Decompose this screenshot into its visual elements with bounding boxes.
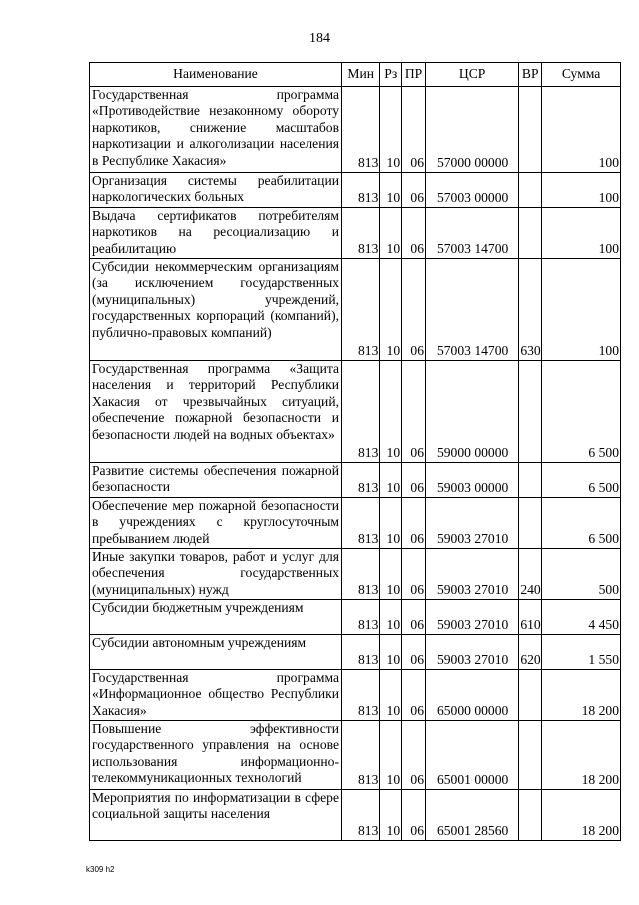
table-row — [90, 173, 621, 208]
row-min: 813 — [342, 87, 380, 173]
row-min: 813 — [342, 721, 380, 790]
header-rz: Рз — [380, 63, 402, 87]
row-sum: 6 500 — [542, 498, 621, 549]
row-pr: 06 — [402, 173, 426, 208]
table-row — [90, 600, 621, 635]
row-rz: 10 — [380, 670, 402, 721]
row-pr: 06 — [402, 549, 426, 600]
row-csr: 65001 28560 — [425, 790, 518, 841]
header-vr: ВР — [519, 63, 542, 87]
row-rz: 10 — [380, 463, 402, 498]
row-min: 813 — [342, 173, 380, 208]
row-rz: 10 — [380, 549, 402, 600]
row-name: Государственная программа «Защита населения и территорий Республики Хакасия от чрезвычайных ситуаций, обеспечение пожарной безопасности и безопасности людей на водных объектах» — [90, 361, 342, 463]
row-min: 813 — [342, 498, 380, 549]
row-min: 813 — [342, 259, 380, 361]
row-min: 813 — [342, 208, 380, 259]
row-pr: 06 — [402, 498, 426, 549]
row-rz: 10 — [380, 87, 402, 173]
row-csr: 65000 00000 — [425, 670, 518, 721]
row-csr: 59003 00000 — [425, 463, 518, 498]
table-row — [90, 259, 621, 361]
row-csr: 57003 00000 — [425, 173, 518, 208]
row-pr: 06 — [402, 790, 426, 841]
row-csr: 57003 14700 — [425, 259, 518, 361]
header-csr: ЦСР — [425, 63, 518, 87]
row-min: 813 — [342, 361, 380, 463]
row-min: 813 — [342, 790, 380, 841]
row-name: Выдача сертификатов потребителям наркотиков на ресоциализацию и реабилитацию — [90, 208, 342, 259]
header-min: Мин — [342, 63, 380, 87]
row-name: Государственная программа «Противодействие незаконному обороту наркотиков, снижение масштабов наркотизации и алкоголизации населения в Республике Хакасия» — [90, 87, 342, 173]
row-pr: 06 — [402, 721, 426, 790]
row-name: Субсидии бюджетным учреждениям — [90, 600, 342, 635]
row-pr: 06 — [402, 361, 426, 463]
row-vr — [519, 361, 542, 463]
row-vr — [519, 721, 542, 790]
row-csr: 57003 14700 — [425, 208, 518, 259]
row-name: Мероприятия по информатизации в сфере социальной защиты населения — [90, 790, 342, 841]
row-rz: 10 — [380, 600, 402, 635]
row-rz: 10 — [380, 635, 402, 670]
footer-code: k309 h2 — [86, 865, 115, 874]
row-csr: 59003 27010 — [425, 600, 518, 635]
row-min: 813 — [342, 635, 380, 670]
table-row — [90, 635, 621, 670]
row-min: 813 — [342, 670, 380, 721]
row-name: Государственная программа «Информационное общество Республики Хакасия» — [90, 670, 342, 721]
table-row — [90, 498, 621, 549]
row-rz: 10 — [380, 498, 402, 549]
row-rz: 10 — [380, 790, 402, 841]
row-csr: 65001 00000 — [425, 721, 518, 790]
row-vr — [519, 87, 542, 173]
page-number: 184 — [309, 31, 330, 46]
row-pr: 06 — [402, 87, 426, 173]
row-rz: 10 — [380, 173, 402, 208]
table-row — [90, 87, 621, 173]
table-row — [90, 790, 621, 841]
table-row — [90, 721, 621, 790]
row-sum: 4 450 — [542, 600, 621, 635]
table-row — [90, 670, 621, 721]
row-pr: 06 — [402, 259, 426, 361]
row-sum: 6 500 — [542, 361, 621, 463]
header-pr: ПР — [402, 63, 426, 87]
row-name: Организация системы реабилитации наркологических больных — [90, 173, 342, 208]
row-sum: 18 200 — [542, 721, 621, 790]
row-sum: 100 — [542, 208, 621, 259]
row-vr — [519, 790, 542, 841]
row-vr — [519, 208, 542, 259]
row-name: Обеспечение мер пожарной безопасности в учреждениях с круглосуточным пребыванием людей — [90, 498, 342, 549]
budget-table — [89, 62, 621, 841]
row-sum: 100 — [542, 259, 621, 361]
row-name: Развитие системы обеспечения пожарной безопасности — [90, 463, 342, 498]
row-min: 813 — [342, 463, 380, 498]
row-rz: 10 — [380, 208, 402, 259]
row-rz: 10 — [380, 259, 402, 361]
row-name: Иные закупки товаров, работ и услуг для обеспечения государственных (муниципальных) нужд — [90, 549, 342, 600]
row-vr: 240 — [519, 549, 542, 600]
row-min: 813 — [342, 549, 380, 600]
row-sum: 6 500 — [542, 463, 621, 498]
row-sum: 500 — [542, 549, 621, 600]
row-sum: 18 200 — [542, 670, 621, 721]
table-row — [90, 549, 621, 600]
row-rz: 10 — [380, 721, 402, 790]
row-vr — [519, 498, 542, 549]
row-pr: 06 — [402, 463, 426, 498]
row-csr: 59003 27010 — [425, 498, 518, 549]
row-sum: 100 — [542, 87, 621, 173]
row-csr: 59003 27010 — [425, 549, 518, 600]
table-row — [90, 463, 621, 498]
table-row — [90, 208, 621, 259]
row-pr: 06 — [402, 635, 426, 670]
row-rz: 10 — [380, 361, 402, 463]
row-sum: 100 — [542, 173, 621, 208]
row-min: 813 — [342, 600, 380, 635]
row-vr: 610 — [519, 600, 542, 635]
row-vr: 630 — [519, 259, 542, 361]
row-pr: 06 — [402, 208, 426, 259]
row-csr: 59000 00000 — [425, 361, 518, 463]
row-vr — [519, 463, 542, 498]
row-pr: 06 — [402, 670, 426, 721]
row-csr: 57000 00000 — [425, 87, 518, 173]
row-vr — [519, 670, 542, 721]
row-csr: 59003 27010 — [425, 635, 518, 670]
row-vr: 620 — [519, 635, 542, 670]
header-name: Наименование — [90, 63, 342, 87]
row-name: Повышение эффективности государственного управления на основе использования информационно-телекоммуникационных технологий — [90, 721, 342, 790]
row-name: Субсидии некоммерческим организациям (за исключением государственных (муниципальных) учреждений, государственных корпораций (компаний), публично-правовых компаний) — [90, 259, 342, 361]
row-sum: 1 550 — [542, 635, 621, 670]
row-sum: 18 200 — [542, 790, 621, 841]
table-header-row — [90, 63, 621, 87]
row-pr: 06 — [402, 600, 426, 635]
row-name: Субсидии автономным учреждениям — [90, 635, 342, 670]
table-row — [90, 361, 621, 463]
header-sum: Сумма — [542, 63, 621, 87]
row-vr — [519, 173, 542, 208]
